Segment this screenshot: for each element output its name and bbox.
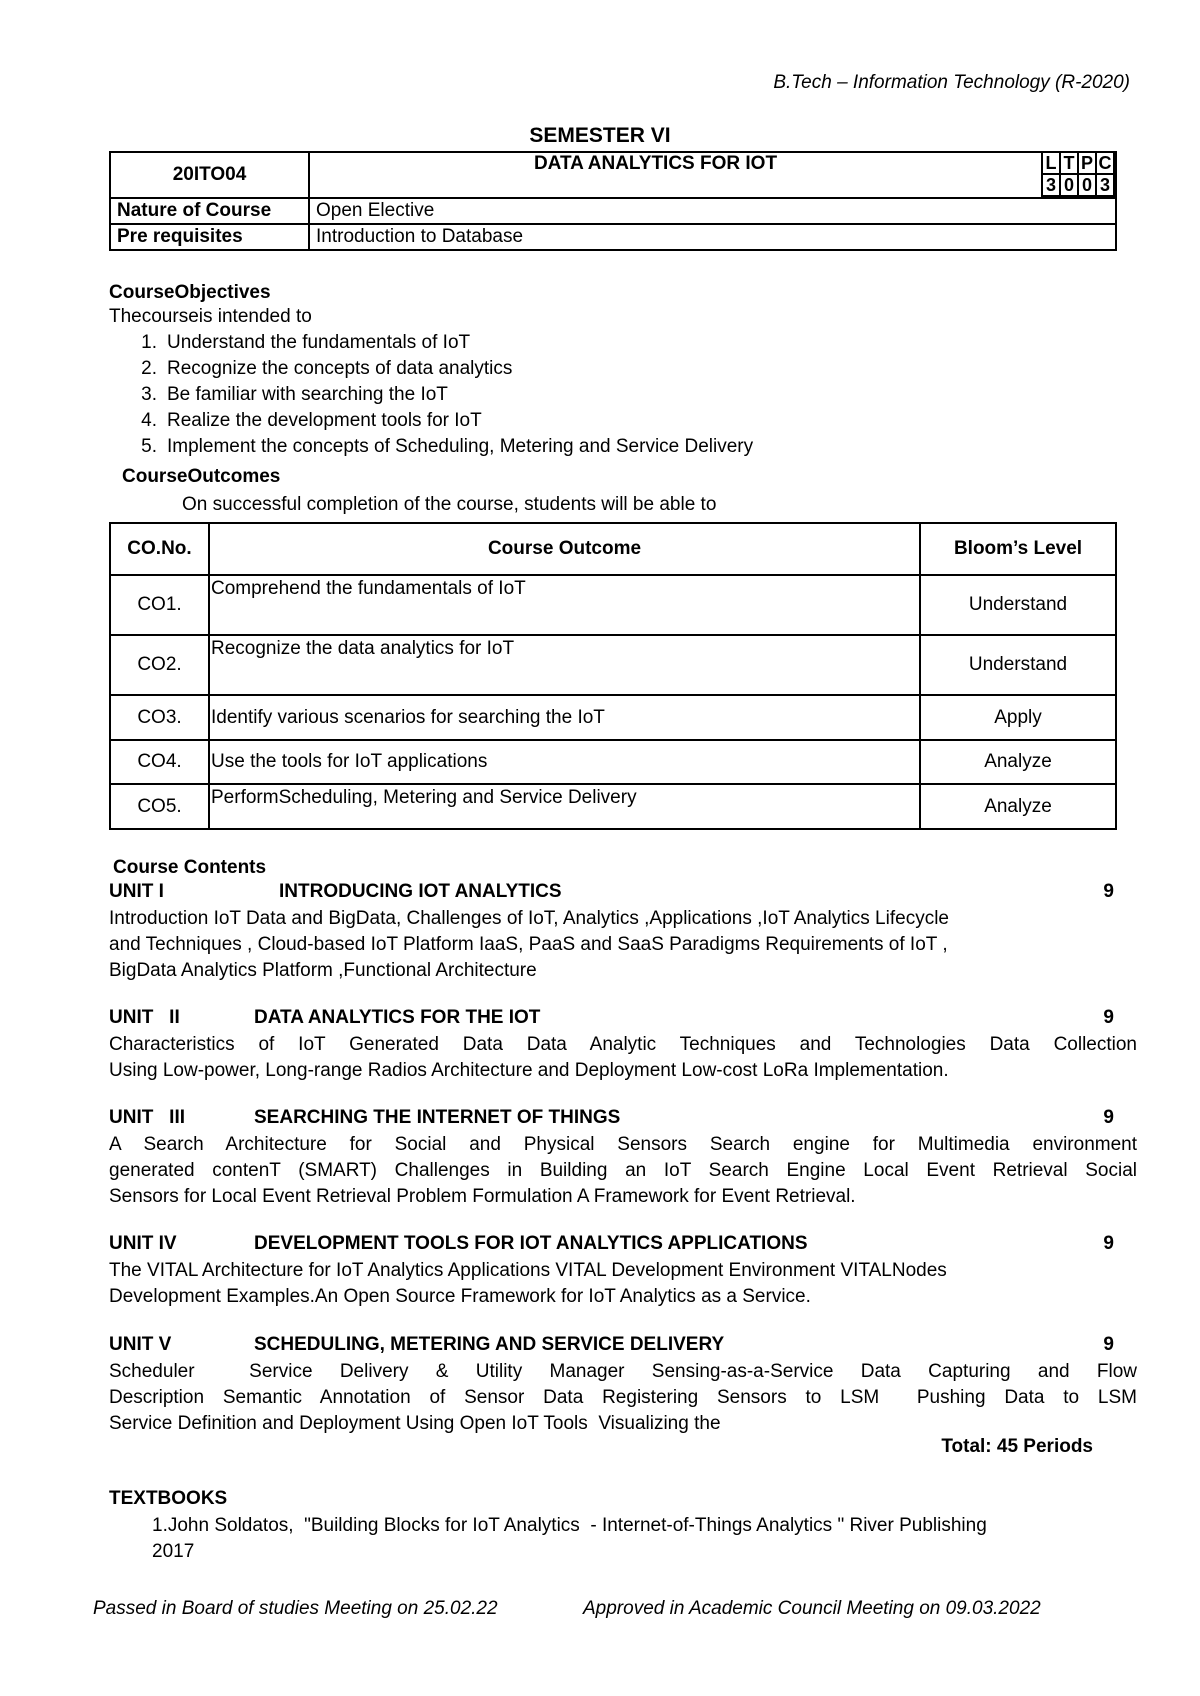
prereq-value: Introduction to Database bbox=[309, 224, 1116, 250]
total-periods: Total: 45 Periods bbox=[941, 1436, 1093, 1457]
nature-value: Open Elective bbox=[309, 198, 1116, 224]
ltpc-value-c: 3 bbox=[1096, 174, 1114, 196]
table-row bbox=[110, 740, 1116, 784]
unit-title: DEVELOPMENT TOOLS FOR IOT ANALYTICS APPLICATIONS bbox=[254, 1233, 808, 1254]
objective-item: 5. Implement the concepts of Scheduling, Metering and Service Delivery bbox=[141, 436, 754, 457]
unit-label: UNIT V bbox=[109, 1334, 172, 1355]
outcomes-heading: CourseOutcomes bbox=[122, 466, 281, 487]
co-outcome: Identify various scenarios for searching the IoT bbox=[209, 695, 920, 740]
objective-item: 1. Understand the fundamentals of IoT bbox=[141, 332, 471, 353]
outcomes-intro: On successful completion of the course, students will be able to bbox=[182, 494, 717, 515]
objectives-intro: Thecourseis intended to bbox=[109, 306, 312, 327]
co-number: CO4. bbox=[110, 740, 209, 784]
co-outcome: Recognize the data analytics for IoT bbox=[209, 635, 920, 695]
unit-title: INTRODUCING IOT ANALYTICS bbox=[279, 881, 562, 902]
co-level: Analyze bbox=[920, 784, 1116, 829]
objectives-list bbox=[109, 330, 1109, 460]
semester-title: SEMESTER VI bbox=[529, 124, 671, 147]
col-course-outcome: Course Outcome bbox=[209, 523, 920, 575]
nature-label: Nature of Course bbox=[110, 198, 309, 224]
program-header: B.Tech – Information Technology (R-2020) bbox=[773, 72, 1130, 93]
course-code: 20ITO04 bbox=[110, 152, 309, 198]
table-row bbox=[110, 575, 1116, 635]
ltpc-value-t: 0 bbox=[1060, 174, 1078, 196]
objective-item: 3. Be familiar with searching the IoT bbox=[141, 384, 448, 405]
ltpc-label-l: L bbox=[1042, 152, 1060, 174]
unit-4-header bbox=[109, 1233, 1114, 1257]
table-row bbox=[110, 695, 1116, 740]
objective-item: 4. Realize the development tools for IoT bbox=[141, 410, 482, 431]
unit-label: UNIT IV bbox=[109, 1233, 177, 1254]
unit-hours: 9 bbox=[1103, 1107, 1114, 1128]
unit-5-body: Scheduler Service Delivery & Utility Manager Sensing-as-a-Service Data Capturing and Flow Description Semantic Annotation of Sensor Data Registering Sensors to LSM Pushing Data to LSM Service Definition and Deployment Using Open IoT Tools Visualizing the bbox=[109, 1361, 1137, 1434]
course-title: DATA ANALYTICS FOR IOT bbox=[533, 153, 778, 174]
table-row bbox=[110, 784, 1116, 829]
ltpc-value-p: 0 bbox=[1078, 174, 1096, 196]
unit-5-header bbox=[109, 1334, 1114, 1358]
outcomes-table bbox=[109, 522, 1117, 830]
co-number: CO2. bbox=[110, 635, 209, 695]
prereq-label: Pre requisites bbox=[110, 224, 309, 250]
footer-council: Approved in Academic Council Meeting on 09.03.2022 bbox=[583, 1598, 1041, 1619]
course-info-table bbox=[109, 151, 1117, 251]
unit-label: UNIT III bbox=[109, 1107, 185, 1128]
co-outcome: PerformScheduling, Metering and Service Delivery bbox=[209, 784, 920, 829]
unit-title: SEARCHING THE INTERNET OF THINGS bbox=[254, 1107, 621, 1128]
co-level: Understand bbox=[920, 635, 1116, 695]
unit-2-body: Characteristics of IoT Generated Data Data Analytic Techniques and Technologies Data Collection Using Low-power, Long-range Radios Architecture and Deployment Low-cost LoRa Implementation. bbox=[109, 1034, 1137, 1081]
contents-heading: Course Contents bbox=[113, 857, 267, 878]
unit-hours: 9 bbox=[1103, 1334, 1114, 1355]
unit-hours: 9 bbox=[1103, 881, 1114, 902]
co-number: CO5. bbox=[110, 784, 209, 829]
textbooks-heading: TEXTBOOKS bbox=[109, 1488, 228, 1509]
co-number: CO3. bbox=[110, 695, 209, 740]
unit-title: SCHEDULING, METERING AND SERVICE DELIVERY bbox=[254, 1334, 725, 1355]
unit-1-header bbox=[109, 881, 1114, 905]
ltpc-grid bbox=[1041, 151, 1115, 197]
table-row bbox=[110, 635, 1116, 695]
co-level: Analyze bbox=[920, 740, 1116, 784]
textbook-entry: 1.John Soldatos, "Building Blocks for IoT Analytics - Internet-of-Things Analytics " River Publishing 2017 bbox=[152, 1515, 987, 1562]
unit-hours: 9 bbox=[1103, 1007, 1114, 1028]
objectives-heading: CourseObjectives bbox=[109, 282, 271, 303]
unit-hours: 9 bbox=[1103, 1233, 1114, 1254]
co-level: Apply bbox=[920, 695, 1116, 740]
unit-label: UNIT II bbox=[109, 1007, 180, 1028]
unit-label: UNIT I bbox=[109, 881, 164, 902]
ltpc-label-p: P bbox=[1078, 152, 1096, 174]
unit-1-body: Introduction IoT Data and BigData, Challenges of IoT, Analytics ,Applications ,IoT Analytics Lifecycle and Techniques , Cloud-based IoT Platform IaaS, PaaS and SaaS Paradigms Requirements of IoT , BigData Analytics Platform ,Functional Architecture bbox=[109, 908, 949, 981]
objective-item: 2. Recognize the concepts of data analytics bbox=[141, 358, 513, 379]
co-outcome: Comprehend the fundamentals of IoT bbox=[209, 575, 920, 635]
unit-3-body: A Search Architecture for Social and Physical Sensors Search engine for Multimedia environment generated contenT (SMART) Challenges in Building an IoT Search Engine Local Event Retrieval Social Sensors for Local Event Retrieval Problem Formulation A Framework for Event Retrieval. bbox=[109, 1134, 1137, 1207]
unit-3-header bbox=[109, 1107, 1114, 1131]
co-level: Understand bbox=[920, 575, 1116, 635]
objectives-section bbox=[109, 282, 1109, 460]
col-co-no: CO.No. bbox=[110, 523, 209, 575]
ltpc-label-t: T bbox=[1060, 152, 1078, 174]
footer-bos: Passed in Board of studies Meeting on 25.02.22 bbox=[93, 1598, 498, 1619]
col-blooms-level: Bloom’s Level bbox=[920, 523, 1116, 575]
co-number: CO1. bbox=[110, 575, 209, 635]
ltpc-label-c: C bbox=[1096, 152, 1114, 174]
co-outcome: Use the tools for IoT applications bbox=[209, 740, 920, 784]
ltpc-value-l: 3 bbox=[1042, 174, 1060, 196]
unit-title: DATA ANALYTICS FOR THE IOT bbox=[254, 1007, 541, 1028]
unit-4-body: The VITAL Architecture for IoT Analytics Applications VITAL Development Environment VITALNodes Development Examples.An Open Source Framework for IoT Analytics as a Service. bbox=[109, 1260, 947, 1307]
unit-2-header bbox=[109, 1007, 1114, 1031]
